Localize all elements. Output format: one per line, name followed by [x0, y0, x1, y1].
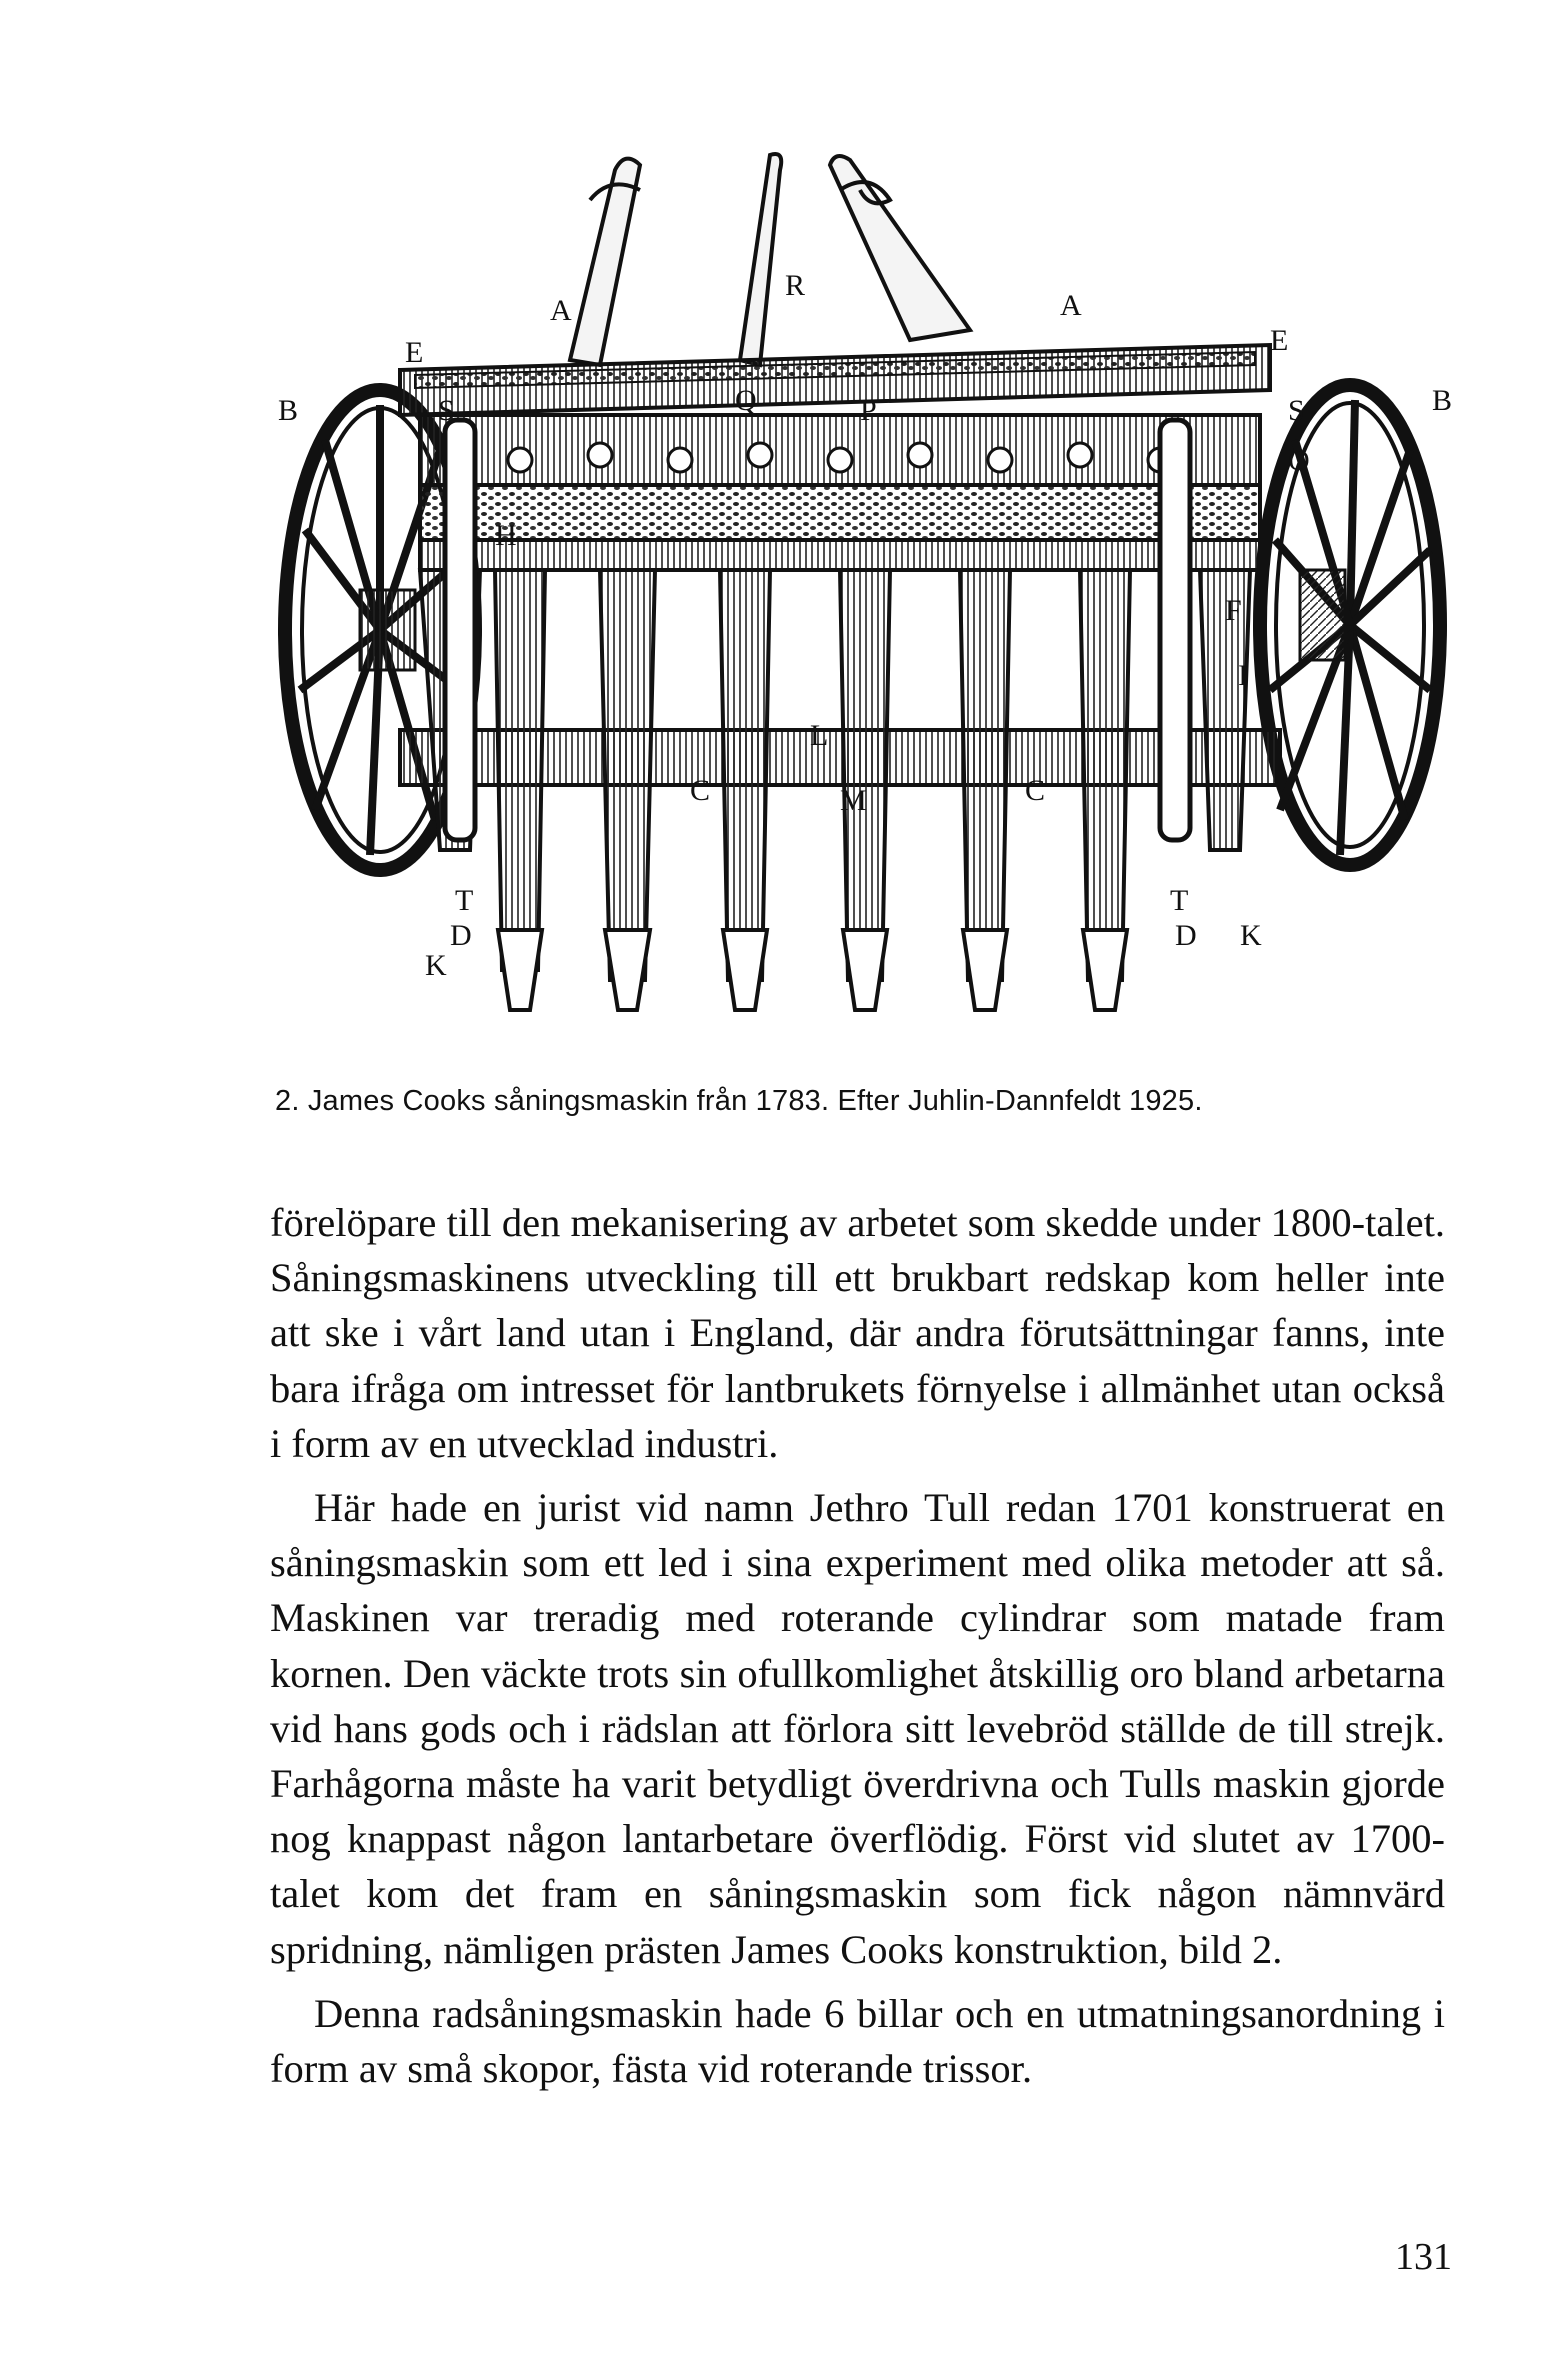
svg-text:C: C [1025, 774, 1046, 807]
svg-text:A: A [1060, 289, 1082, 322]
svg-text:C: C [690, 774, 711, 807]
seed-drill-illustration [270, 130, 1453, 1060]
svg-text:K: K [1240, 919, 1262, 952]
svg-text:D: D [1175, 919, 1197, 952]
svg-text:T: T [455, 884, 474, 917]
svg-text:K: K [425, 949, 447, 982]
svg-text:E: E [1270, 324, 1289, 357]
svg-text:T: T [1170, 884, 1189, 917]
handles [570, 154, 970, 365]
svg-text:F: F [1225, 594, 1242, 627]
page-number: 131 [1395, 2236, 1452, 2278]
svg-text:A: A [550, 294, 572, 327]
svg-text:R: R [785, 269, 806, 302]
svg-text:O: O [1288, 444, 1310, 477]
funnel-tips [498, 930, 1127, 1010]
svg-text:H: H [495, 519, 517, 552]
svg-text:P: P [860, 394, 877, 427]
svg-text:E: E [405, 336, 424, 369]
body-text [270, 1195, 1445, 2096]
right-wheel [1260, 385, 1440, 865]
svg-text:M: M [840, 784, 867, 817]
paragraph-2: Här hade en jurist vid namn Jethro Tull redan 1701 konstruerat en såningsmaskin som ett led i sina experiment med olika metoder att så. Maskinen var treradig med roterande cylindrar som matade fram kornen. Den väckte trots sin ofullkomlighet åtskillig oro bland arbetarna vid hans gods och i rädslan att förlora sitt levebröd ställde de till strejk. Farhågorna måste ha varit betydligt överdrivna och Tulls maskin gjorde nog knappast någon lantarbetare överflödig. Först vid slutet av 1700-talet kom det fram en såningsmaskin som fick någon nämnvärd spridning, nämligen prästen James Cooks konstruktion, bild 2. [270, 1485, 1445, 1972]
svg-text:Q: Q [735, 384, 757, 417]
paragraph-3: Denna radsåningsmaskin hade 6 billar och en utmatningsanordning i form av små skopor, fästa vid roterande trissor. [270, 1990, 1445, 2092]
svg-text:D: D [450, 919, 472, 952]
svg-text:B: B [1432, 384, 1453, 417]
svg-text:L: L [810, 719, 829, 752]
svg-text:I: I [1238, 659, 1248, 692]
paragraph-1: förelöpare till den mekanisering av arbetet som skedde under 1800-talet. Såningsmaskinens utveckling till ett brukbart redskap kom heller inte att ske i vårt land utan i England, där andra förutsättningar fanns, inte bara ifråga om intresset för lantbrukets förnyelse i allmänhet utan också i form av en utvecklad industri. [270, 1200, 1445, 1466]
svg-text:S: S [438, 394, 455, 427]
svg-text:S: S [1288, 394, 1305, 427]
figure-caption: 2. James Cooks såningsmaskin från 1783. Efter Juhlin-Dannfeldt 1925. [275, 1085, 1203, 1117]
svg-text:B: B [278, 394, 299, 427]
